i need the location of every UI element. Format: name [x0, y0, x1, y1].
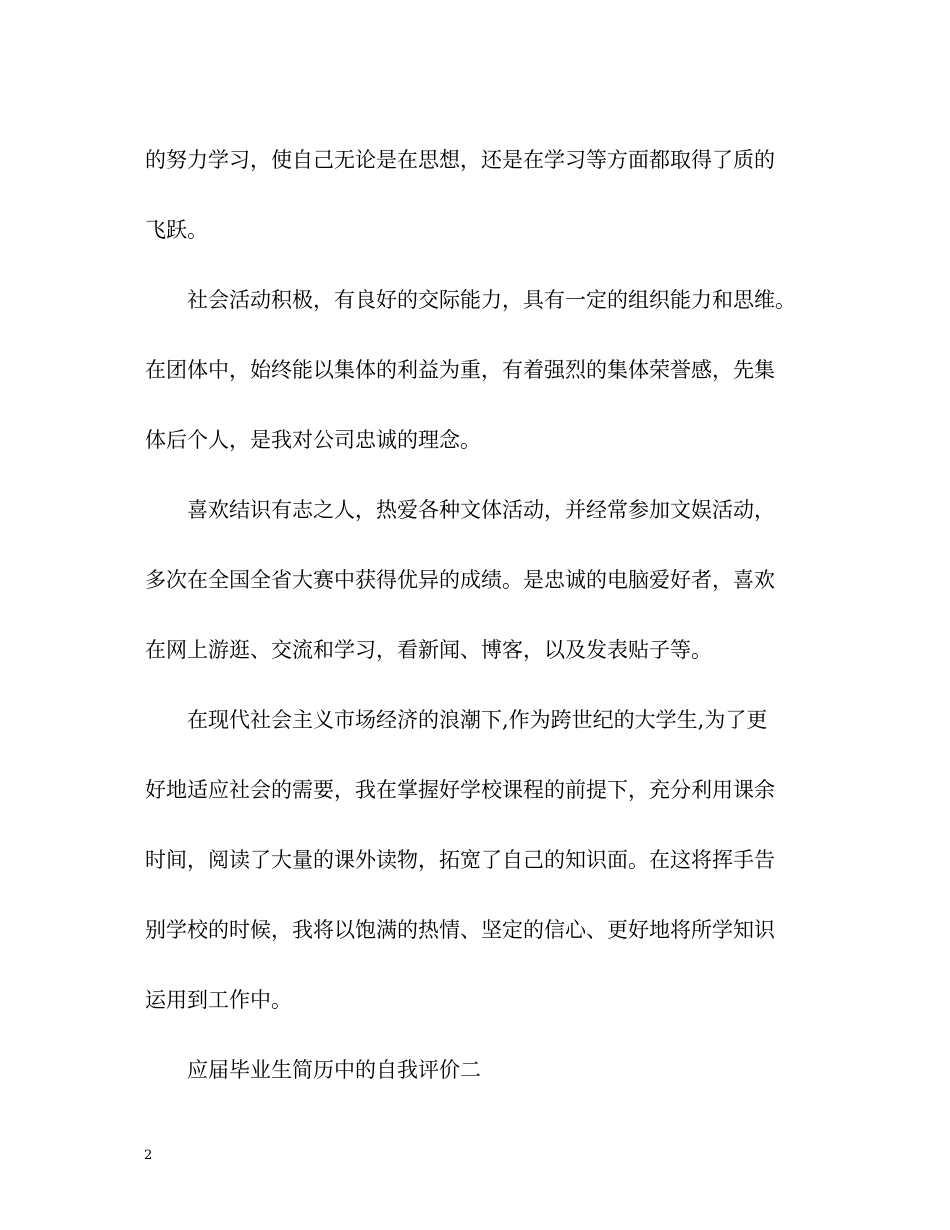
- text-line: 飞跃。: [145, 218, 208, 242]
- paragraph-first-line: 社会活动积极，有良好的交际能力，具有一定的组织能力和思维。: [187, 288, 796, 312]
- text-line: 时间，阅读了大量的课外读物，拓宽了自己的知识面。在这将挥手告: [145, 848, 775, 872]
- text-line: 好地适应社会的需要，我在掌握好学校课程的前提下，充分利用课余: [145, 778, 775, 802]
- paragraph-first-line: 喜欢结识有志之人，热爱各种文体活动，并经常参加文娱活动，: [187, 498, 775, 522]
- text-line: 的努力学习，使自己无论是在思想，还是在学习等方面都取得了质的: [145, 148, 775, 172]
- text-line: 在团体中，始终能以集体的利益为重，有着强烈的集体荣誉感，先集: [145, 358, 775, 382]
- text-line: 体后个人，是我对公司忠诚的理念。: [145, 428, 481, 452]
- paragraph-first-line: 在现代社会主义市场经济的浪潮下,作为跨世纪的大学生,为了更: [187, 708, 768, 732]
- page-number: 2: [144, 1148, 153, 1163]
- text-line: 在网上游逛、交流和学习，看新闻、博客，以及发表贴子等。: [145, 638, 712, 662]
- text-line: 多次在全国全省大赛中获得优异的成绩。是忠诚的电脑爱好者，喜欢: [145, 568, 775, 592]
- section-heading: 应届毕业生简历中的自我评价二: [187, 1058, 481, 1082]
- text-line: 运用到工作中。: [145, 988, 292, 1012]
- text-line: 别学校的时候，我将以饱满的热情、坚定的信心、更好地将所学知识: [145, 918, 775, 942]
